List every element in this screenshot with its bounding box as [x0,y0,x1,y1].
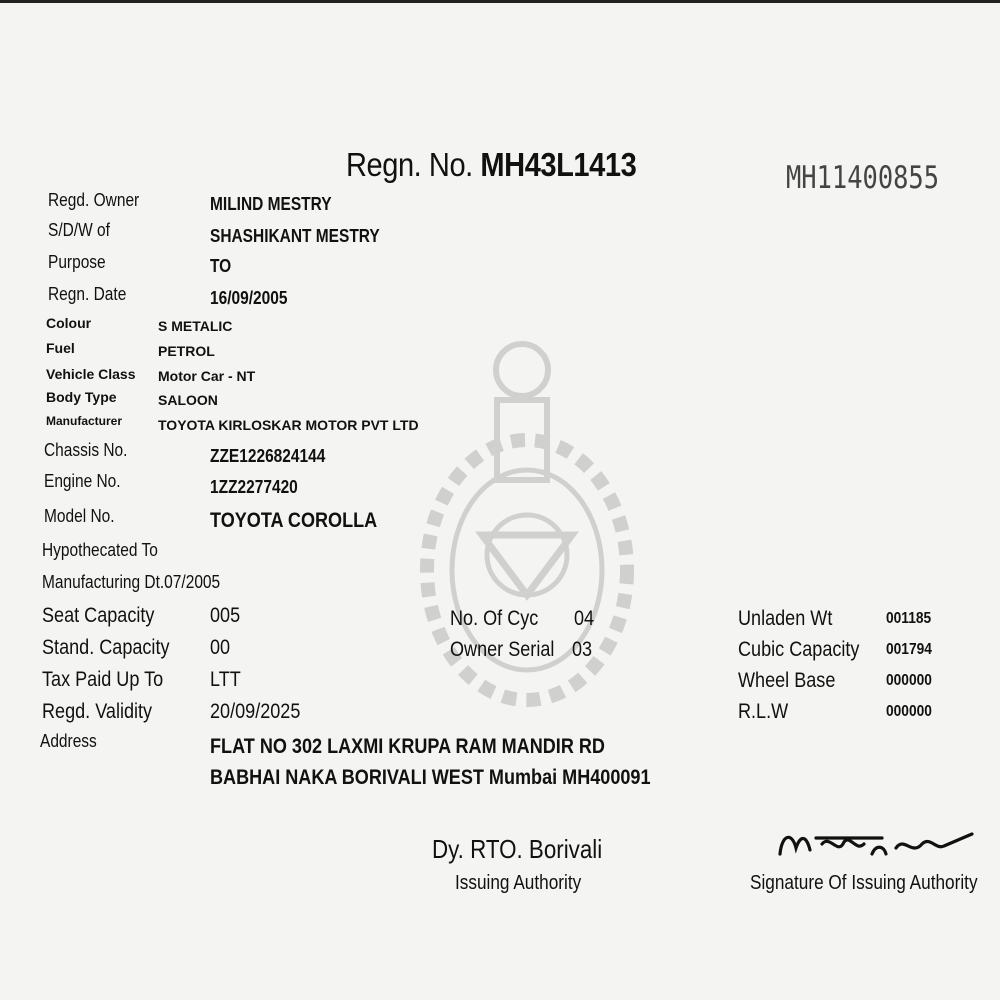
owner-value: MILIND MESTRY [210,194,332,214]
rto-office: Dy. RTO. Borivali [432,834,603,864]
stand-label: Stand. Capacity [42,636,170,659]
purpose-label: Purpose [48,252,106,272]
stand-value: 00 [210,636,231,659]
seat-value: 005 [210,604,241,627]
regn-label: Regn. No. [346,146,473,183]
hypothecated-label: Hypothecated To [42,540,158,560]
manufacturer-value: TOYOTA KIRLOSKAR MOTOR PVT LTD [158,417,419,433]
chassis-value: ZZE1226824144 [210,446,326,466]
serial-number: MH11400855 [786,160,940,196]
body-type-value: SALOON [158,392,218,408]
model-value: TOYOTA COROLLA [210,509,378,532]
mfg-date-label [42,572,220,593]
address-line2: BABHAI NAKA BORIVALI WEST Mumbai MH400091 [210,766,651,789]
vehicle-class-label: Vehicle Class [46,366,136,382]
owner-serial-label: Owner Serial [450,638,555,661]
unladen-value: 001185 [886,610,932,627]
regn-date-label: Regn. Date [48,284,127,304]
chassis-label: Chassis No. [44,440,128,460]
address-label: Address [40,731,97,751]
registration-title [346,146,636,184]
fuel-label: Fuel [46,340,75,356]
owner-serial-value: 03 [572,638,593,661]
validity-label: Regd. Validity [42,700,153,723]
top-border [0,0,1000,3]
cubic-label: Cubic Capacity [738,638,860,661]
seat-label: Seat Capacity [42,604,155,627]
issuing-authority: Issuing Authority [455,872,582,894]
manufacturer-label: Manufacturer [46,414,123,428]
engine-label: Engine No. [44,471,121,491]
colour-value: S METALIC [158,318,233,334]
mfg-date-value: 07/2005 [164,572,221,592]
signature-icon [772,814,992,874]
mfg-date-label-text: Manufacturing Dt. [42,572,165,592]
cyc-value: 04 [574,607,595,630]
vehicle-class-value: Motor Car - NT [158,368,256,384]
owner-label: Regd. Owner [48,190,140,210]
signature-label: Signature Of Issuing Authority [750,872,978,894]
body-type-label: Body Type [46,389,117,405]
tax-label: Tax Paid Up To [42,668,164,691]
sdw-label: S/D/W of [48,220,110,240]
fuel-value: PETROL [158,343,215,359]
regn-number: MH43L1413 [480,146,637,183]
unladen-label: Unladen Wt [738,607,833,630]
engine-value: 1ZZ2277420 [210,477,298,497]
tax-value: LTT [210,668,241,691]
sdw-value: SHASHIKANT MESTRY [210,226,380,246]
purpose-value: TO [210,256,232,276]
emblem-seal-icon [412,330,642,730]
colour-label: Colour [46,315,92,331]
validity-value: 20/09/2025 [210,700,301,723]
rlw-label: R.L.W [738,700,789,723]
cyc-label: No. Of Cyc [450,607,539,630]
rlw-value: 000000 [886,703,932,720]
address-line1: FLAT NO 302 LAXMI KRUPA RAM MANDIR RD [210,735,605,758]
regn-date-value: 16/09/2005 [210,288,288,308]
cubic-value: 001794 [886,641,932,658]
wheel-value: 000000 [886,672,932,689]
model-label: Model No. [44,506,115,526]
wheel-label: Wheel Base [738,669,836,692]
